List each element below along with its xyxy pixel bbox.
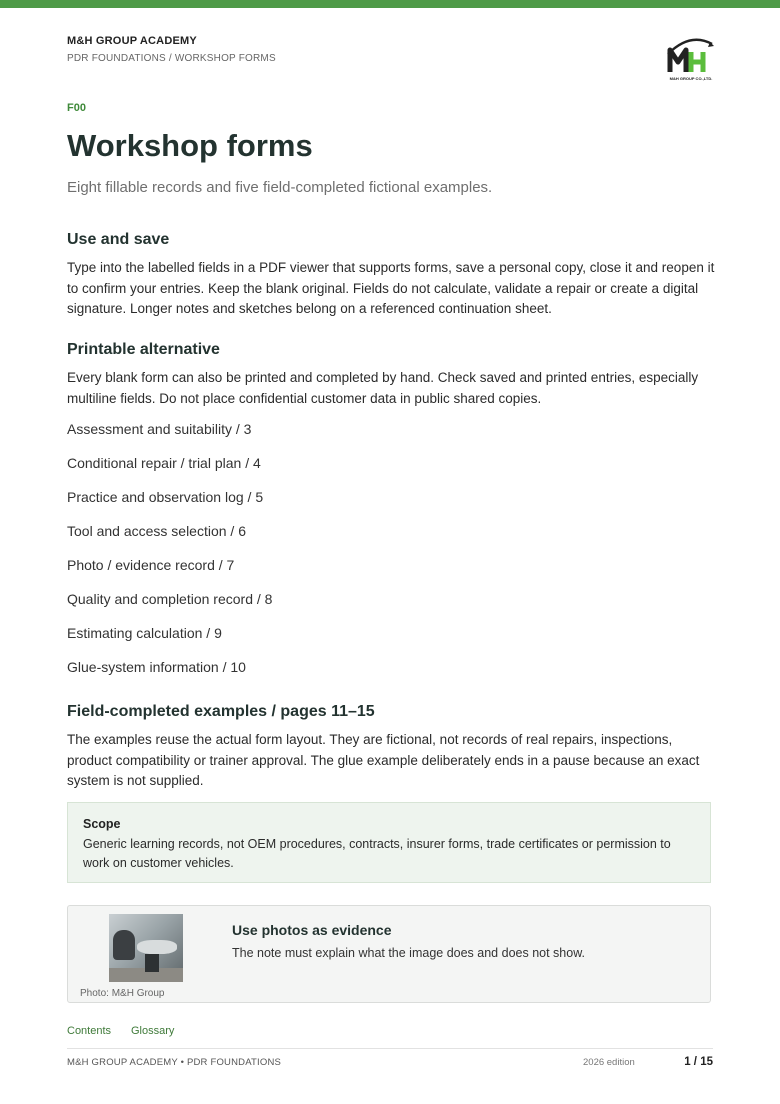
page-number: 1 / 15 xyxy=(684,1056,713,1068)
footer-title: M&H GROUP ACADEMY • PDR FOUNDATIONS xyxy=(67,1057,282,1068)
form-code: F00 xyxy=(67,102,86,114)
section-heading-printable: Printable alternative xyxy=(67,341,220,358)
logo-mark-icon xyxy=(664,38,718,78)
form-list-item: Photo / evidence record / 7 xyxy=(67,557,235,573)
glossary-link[interactable]: Glossary xyxy=(131,1025,175,1037)
form-list-item: Practice and observation log / 5 xyxy=(67,489,264,505)
section-heading-examples: Field-completed examples / pages 11–15 xyxy=(67,703,375,720)
section-body-printable: Every blank form can also be printed and completed by hand. Check saved and printed entries, especially multiline fields. Do not place confidential customer data in public shared copies. xyxy=(67,370,699,406)
logo-text: M&H GROUP CO.,LTD. xyxy=(669,76,713,81)
form-list-item: Conditional repair / trial plan / 4 xyxy=(67,455,261,471)
footer-edition: 2026 edition xyxy=(583,1057,635,1068)
form-list-item: Glue-system information / 10 xyxy=(67,659,246,675)
photo-credit: Photo: M&H Group xyxy=(80,988,165,999)
section-body-use-save: Type into the labelled fields in a PDF viewer that supports forms, save a personal copy, close it and reopen it to confirm your entries. Keep the blank original. Fields do not calculate, validate a repair or create a digital signature. Longer notes and sketches belong on a referenced continuation sheet. xyxy=(67,260,715,316)
scope-title: Scope xyxy=(83,817,121,831)
workshop-photo xyxy=(109,914,183,982)
top-accent-bar xyxy=(0,0,780,8)
form-list-item: Tool and access selection / 6 xyxy=(67,523,246,539)
photo-card-body: The note must explain what the image does and does not show. xyxy=(232,946,586,960)
form-list-item: Quality and completion record / 8 xyxy=(67,591,273,607)
scope-body: Generic learning records, not OEM procedures, contracts, insurer forms, trade certificates or permission to work on customer vehicles. xyxy=(83,837,671,870)
photo-evidence-card xyxy=(67,905,711,1003)
contents-link[interactable]: Contents xyxy=(67,1025,112,1037)
section-body-examples: The examples reuse the actual form layout. They are fictional, not records of real repairs, inspections, product compatibility or trainer approval. The glue example deliberately ends in a pause because an exact system is not supplied. xyxy=(67,732,700,788)
form-list-item: Estimating calculation / 9 xyxy=(67,625,222,641)
page-subtitle: Eight fillable records and five field-completed fictional examples. xyxy=(67,179,493,196)
footer-divider xyxy=(67,1048,713,1049)
scope-callout xyxy=(67,802,711,883)
org-name: M&H GROUP ACADEMY xyxy=(67,35,197,47)
photo-card-title: Use photos as evidence xyxy=(232,922,392,938)
page-title: Workshop forms xyxy=(67,128,313,163)
breadcrumb: PDR FOUNDATIONS / WORKSHOP FORMS xyxy=(67,53,276,64)
company-logo xyxy=(664,38,718,84)
section-heading-use-save: Use and save xyxy=(67,231,170,248)
form-list-item: Assessment and suitability / 3 xyxy=(67,421,252,437)
